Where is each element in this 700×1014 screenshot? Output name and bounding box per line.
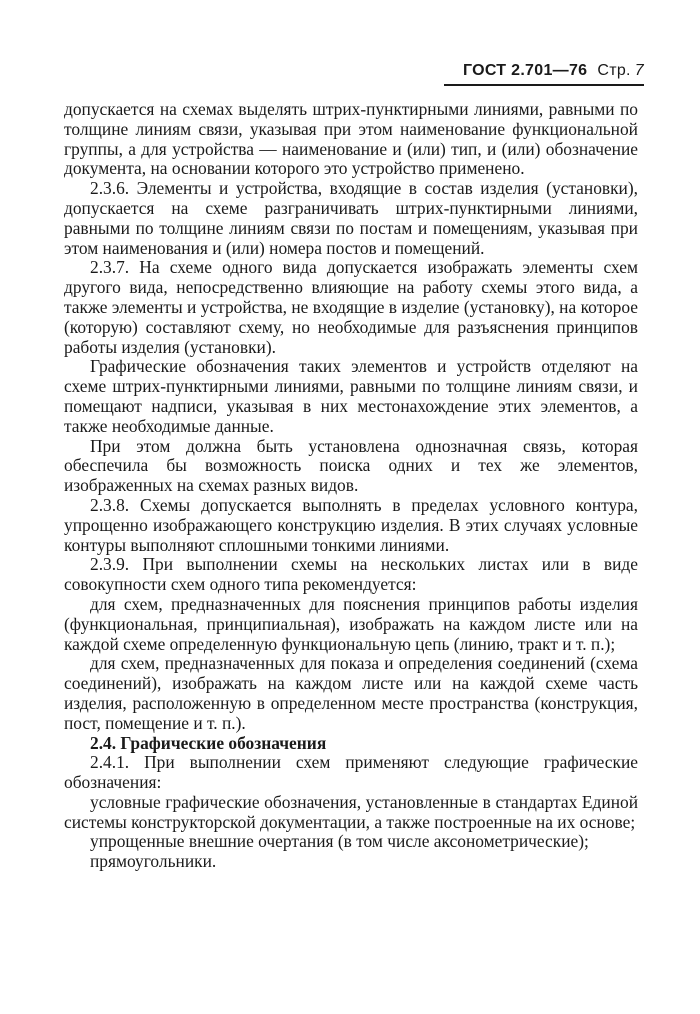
page-number: 7 [634, 62, 644, 79]
clause-2-3-7: 2.3.7. На схеме одного вида допускается изображать элементы схем другого вида, непосредственно влияющие на работу схемы этого вида, а также элементы и устройства, не входящие в изделие (установку), на которое (которую) составляют схему, но необходимые для разъяснения принципов работы изделия (установки). [64, 257, 638, 357]
page-header [444, 62, 644, 86]
clause-2-3-9: 2.3.9. При выполнении схемы на нескольких листах или в виде совокупности схем одного типа рекомендуется: [64, 554, 638, 595]
list-item-rectangles: прямоугольники. [90, 851, 217, 872]
paragraph-graphic-designations: Графические обозначения таких элементов и устройств отделяют на схеме штрих-пунктирными линиями, равными по толщине линиям связи, и помещают надписи, указывая в них местонахождение этих элементов, а также необходимые данные. [64, 356, 638, 436]
document-body [64, 100, 638, 872]
clause-2-3-8: 2.3.8. Схемы допускается выполнять в пределах условного контура, упрощенно изображающего конструкцию изделия. В этих случаях условные контуры выполняют сплошными тонкими линиями. [64, 494, 638, 555]
list-item-connections: для схем, предназначенных для показа и определения соединений (схема соединений), изображать на каждом листе или на каждой схеме часть изделия, расположенную в определенном месте пространства (конструкция, пост, помещение и т. п.). [64, 653, 638, 733]
clause-2-4-1: 2.4.1. При выполнении схем применяют следующие графические обозначения: [64, 752, 638, 793]
list-item-simplified-outlines: упрощенные внешние очертания (в том числе аксонометрические); [90, 831, 589, 852]
paragraph-unambiguous-link: При этом должна быть установлена однозначная связь, которая обеспечила бы возможность поиска одних и тех же элементов, изображенных на схемах разных видов. [64, 435, 638, 496]
paragraph-continuation: допускается на схемах выделять штрих-пунктирными линиями, равными по толщине линиям связи, указывая при этом наименование функциональной группы, а для устройства — наименование и (или) тип, и (или) обозначение документа, на основании которого это устройство применено. [64, 99, 638, 179]
page-label: Стр. 7 [597, 62, 644, 79]
section-heading-2-4: 2.4. Графические обозначения [90, 732, 327, 753]
clause-2-3-6: 2.3.6. Элементы и устройства, входящие в состав изделия (установки), допускается на схеме разграничивать штрих-пунктирными линиями, равными по толщине линиям связи по постам и помещениям, указывая при этом наименования и (или) номера постов и помещений. [64, 178, 638, 258]
list-item-conventional-symbols: условные графические обозначения, установленные в стандартах Единой системы конструкторской документации, а также построенные на их основе; [64, 791, 638, 832]
list-item-functional: для схем, предназначенных для пояснения принципов работы изделия (функциональная, принципиальная), изображать на каждом листе или на каждой схеме определенную функциональную цепь (линию, тракт и т. п.); [64, 593, 638, 654]
standard-number: ГОСТ 2.701—76 [462, 62, 588, 79]
